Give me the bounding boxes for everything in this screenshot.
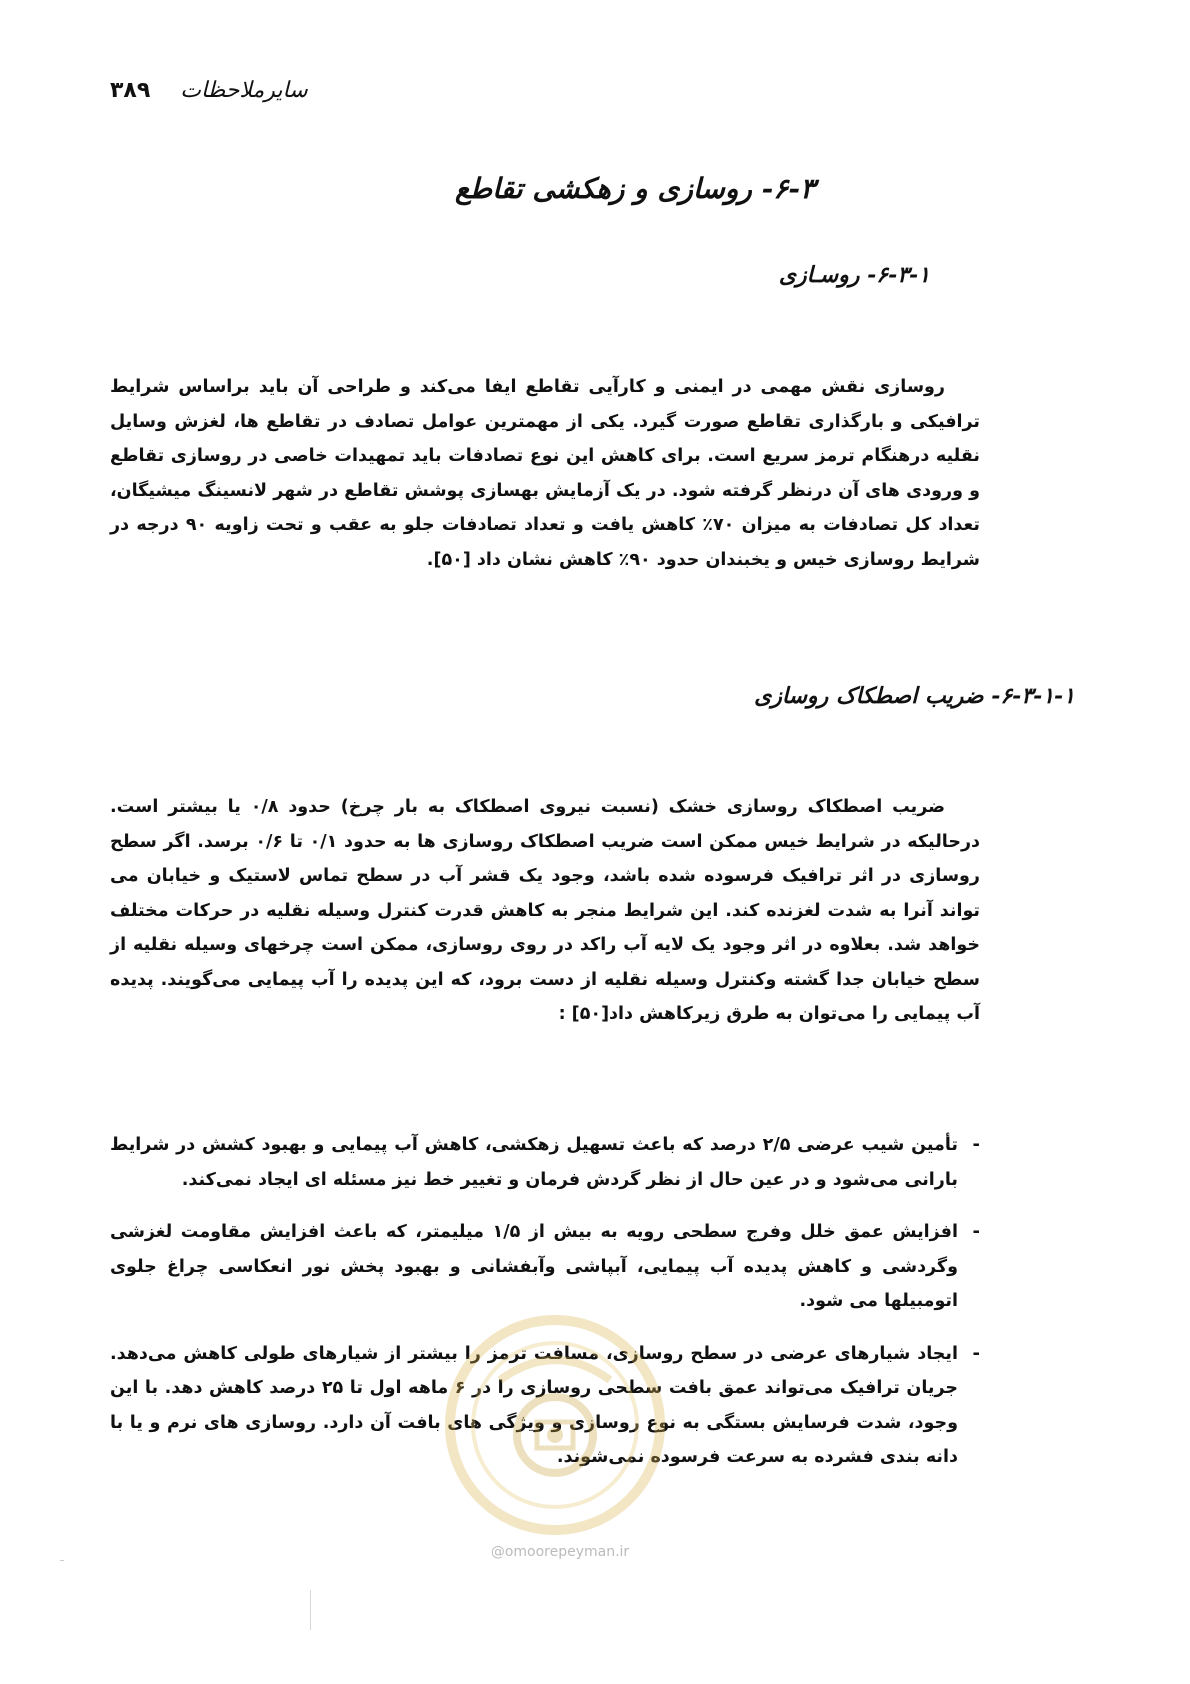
list-item [110, 1337, 980, 1475]
list-item [110, 1128, 980, 1197]
subsection-heading-pavement: ۶-۳-۱- روسـازی [778, 262, 930, 288]
bullet-text: ایجاد شیارهای عرضی در سطح روسازی، مسافت ترمز را بیشتر از شیارهای طولی کاهش می‌دهد. جریان ترافیک می‌تواند عمق بافت سطحی روسازی را در ۶ ماهه اول تا ۲۵ درصد کاهش دهد. با این وجود، شدت فرسایش بستگی به نوع روسازی و ویژگی های بافت آن دارد. روسازی های نرم و یا با دانه بندی فشرده به سرعت فرسوده نمی‌شوند. [110, 1343, 958, 1467]
running-title: سایرملاحظات [180, 77, 308, 103]
page-number: ۳۸۹ [110, 77, 151, 103]
scan-margin-line [310, 1590, 311, 1630]
section-heading: ۶-۳- روسازی و زهکشی تقاطع [454, 172, 815, 205]
watermark-url: @omoorepeyman.ir [490, 1544, 630, 1560]
bullet-dash: - [972, 1221, 980, 1242]
bullet-dash: - [972, 1134, 980, 1155]
paragraph-friction: ضریب اصطکاک روسازی خشک (نسبت نیروی اصطکاک به بار چرخ) حدود ۰/۸ یا بیشتر است. درحالیکه در شرایط خیس ممکن است ضریب اصطکاک روسازی ها به حدود ۰/۱ تا ۰/۶ برسد. اگر سطح روسازی در اثر ترافیک فرسوده شده باشد، وجود یک قشر آب در سطح تماس لاستیک و خیابان می تواند آنرا به شدت لغزنده کند. این شرایط منجر به کاهش قدرت کنترل وسیله نقلیه در حرکات مختلف خواهد شد. بعلاوه در اثر وجود یک لایه آب راکد در روی روسازی، ممکن است چرخهای وسیله نقلیه از سطح خیابان جدا گشته وکنترل وسیله نقلیه از دست برود، که این پدیده را آب پیمایی می‌گویند. پدیده آب پیمایی را می‌توان به طرق زیرکاهش داد[۵۰] : [110, 797, 980, 1024]
bullet-dash: - [972, 1342, 980, 1364]
paragraph-pavement-intro: روسازی نقش مهمی در ایمنی و کارآیی تقاطع ایفا می‌کند و طراحی آن باید براساس شرایط ترافیکی و بارگذاری تقاطع صورت گیرد. یکی از مهمترین عوامل تصادف در تقاطع ها، لغزش وسایل نقلیه درهنگام ترمز سریع است. برای کاهش این نوع تصادفات باید تمهیدات خاصی در روسازی تقاطع و ورودی های آن درنظر گرفته شود. در یک آزمایش بهسازی پوشش تقاطع در شهر لانسینگ میشیگان، تعداد کل تصادفات به میزان ۷۰٪ کاهش یافت و تعداد تصادفات جلو به عقب و تحت زاویه ۹۰ درجه در شرایط روسازی خیس و یخبندان حدود ۹۰٪ کاهش نشان داد [۵۰]. [110, 377, 980, 570]
scan-margin-mark [60, 1560, 64, 1561]
list-item [110, 1215, 980, 1319]
bullet-text: افزایش عمق خلل وفرج سطحی رویه به بیش از ۱/۵ میلیمتر، که باعث افزایش مقاومت لغزشی وگردشی و کاهش پدیده آب پیمایی، آبپاشی وآبفشانی و بهبود پخش نور انعکاسی چراغ جلوی اتومبیلها می شود. [110, 1222, 958, 1311]
running-head [110, 70, 350, 110]
subsection-heading-friction: ۶-۳-۱-۱- ضریب اصطکاک روسازی [754, 683, 1075, 709]
bullet-text: تأمین شیب عرضی ۲/۵ درصد که باعث تسهیل زهکشی، کاهش آب پیمایی و بهبود کشش در شرایط بارانی می‌شود و در عین حال از نظر گردش فرمان و تغییر خط نیز مسئله ای ایجاد نمی‌کند. [110, 1135, 958, 1190]
bullet-list [110, 1128, 980, 1493]
